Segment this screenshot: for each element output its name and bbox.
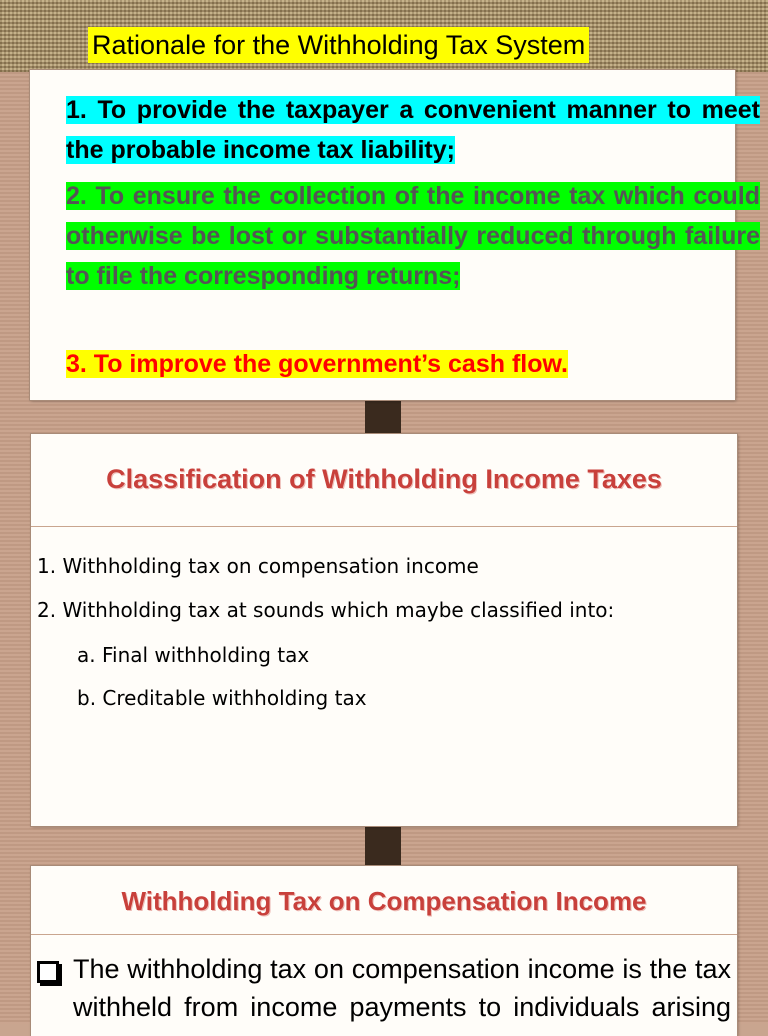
rationale-item-2 [66, 176, 760, 296]
classification-card [31, 434, 737, 826]
connector-bar-bottom [365, 826, 401, 868]
classification-heading: Classification of Withholding Income Taxes [106, 464, 662, 494]
rationale-item-2-text: 2. To ensure the collection of the income tax which could otherwise be lost or substantially reduced through failure to file the corresponding returns; [66, 182, 760, 290]
rationale-item-3 [66, 344, 760, 384]
rationale-item-1-text: 1. To provide the taxpayer a convenient manner to meet the probable income tax liability; [66, 96, 760, 164]
compensation-heading: Withholding Tax on Compensation Income [121, 886, 647, 916]
checkbox-icon [37, 961, 59, 983]
compensation-divider [31, 934, 737, 935]
classification-item-1: 1. Withholding tax on compensation income [37, 554, 479, 578]
classification-item-2: 2. Withholding tax at sounds which maybe classified into: [37, 598, 615, 622]
rationale-card [30, 70, 760, 400]
classification-item-2b: b. Creditable withholding tax [77, 686, 367, 710]
classification-item-2a: a. Final withholding tax [77, 643, 310, 667]
classification-divider [31, 526, 737, 527]
rationale-item-3-text: 3. To improve the government’s cash flow. [66, 350, 568, 378]
slide-title: Rationale for the Withholding Tax System [88, 27, 589, 63]
compensation-paragraph: The withholding tax on compensation income is the tax withheld from income payments to individuals arising [73, 954, 731, 1022]
compensation-card [31, 866, 737, 1036]
connector-bar-top [365, 398, 401, 436]
rationale-item-1 [66, 90, 760, 170]
